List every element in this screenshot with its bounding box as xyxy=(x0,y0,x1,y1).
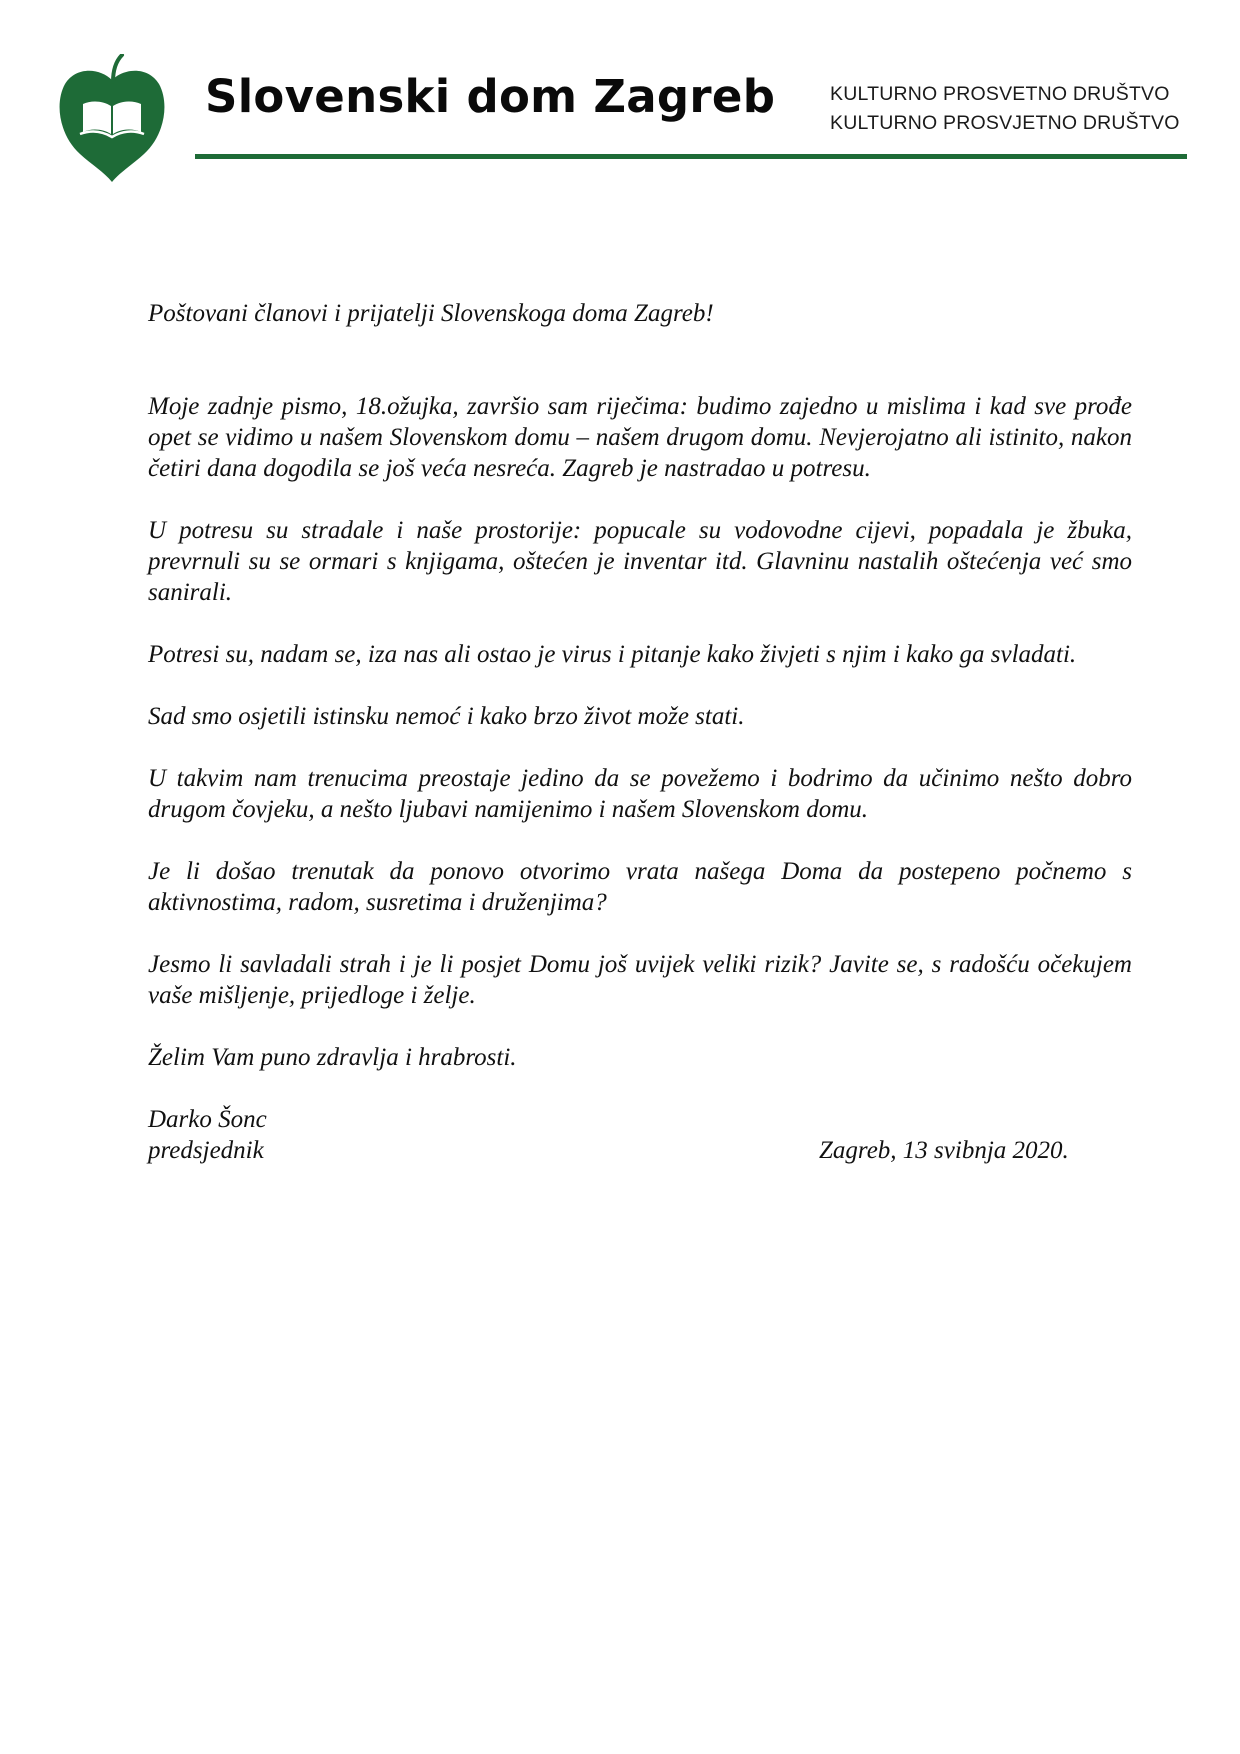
organization-type-line-2: KULTURNO PROSVJETNO DRUŠTVO xyxy=(830,112,1180,134)
letterhead-divider xyxy=(195,154,1187,159)
salutation: Poštovani članovi i prijatelji Slovenskoga doma Zagreb! xyxy=(148,300,714,327)
letterhead xyxy=(0,0,1240,190)
paragraph: U takvim nam trenucima preostaje jedino da se povežemo i bodrimo da učinimo nešto dobro drugom čovjeku, a nešto ljubavi namijenimo i našem Slovenskom domu. xyxy=(148,765,1132,823)
signatory-title: predsjednik xyxy=(148,1137,264,1164)
signature-block xyxy=(148,1104,1132,1166)
paragraph: U potresu su stradale i naše prostorije: popucale su vodovodne cijevi, popadala je žbuka, prevrnuli su se ormari s knjigama, oštećen je inventar itd. Glavninu nastalih oštećenja već smo sanirali. xyxy=(148,517,1132,606)
signatory-name: Darko Šonc xyxy=(148,1106,267,1133)
paragraph: Želim Vam puno zdravlja i hrabrosti. xyxy=(148,1044,517,1071)
paragraph: Moje zadnje pismo, 18.ožujka, završio sam riječima: budimo zajedno u mislima i kad sve prođe opet se vidimo u našem Slovenskom domu – našem drugom domu. Nevjerojatno ali istinito, nakon četiri dana dogodila se još veća nesreća. Zagreb je nastradao u potresu. xyxy=(148,393,1132,482)
paragraph: Jesmo li savladali strah i je li posjet Domu još uvijek veliki rizik? Javite se, s radošću očekujem vaše mišljenje, prijedloge i želje. xyxy=(148,951,1132,1009)
paragraph: Potresi su, nadam se, iza nas ali ostao je virus i pitanje kako živjeti s njim i kako ga svladati. xyxy=(148,641,1077,668)
paragraph: Je li došao trenutak da ponovo otvorimo vrata našega Doma da postepeno počnemo s aktivnostima, radom, susretima i druženjima? xyxy=(148,858,1132,916)
organization-type xyxy=(830,80,1180,138)
organization-name: Slovenski dom Zagreb xyxy=(205,70,776,123)
organization-type-line-1: KULTURNO PROSVETNO DRUŠTVO xyxy=(830,83,1170,105)
leaf-book-icon xyxy=(56,54,168,184)
place-and-date: Zagreb, 13 svibnja 2020. xyxy=(819,1137,1069,1164)
letter-body xyxy=(148,298,1132,1166)
paragraph: Sad smo osjetili istinsku nemoć i kako brzo život može stati. xyxy=(148,703,745,730)
